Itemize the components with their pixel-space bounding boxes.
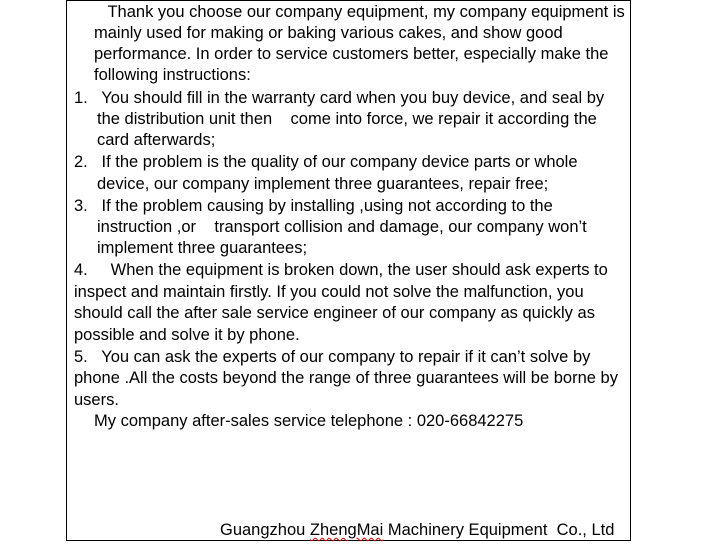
item-3-line-3: implement three guarantees; bbox=[97, 239, 308, 257]
item-5-line-1: 5. You can ask the experts of our company to repair if it can’t solve by bbox=[74, 348, 591, 366]
item-5-line-2: phone .All the costs beyond the range of three guarantees will be borne by bbox=[74, 369, 618, 387]
item-2-line-1: 2. If the problem is the quality of our company device parts or whole bbox=[74, 153, 578, 171]
item-4-line-4: possible and solve it by phone. bbox=[74, 326, 300, 344]
item-4-line-2: inspect and maintain firstly. If you could not solve the malfunction, you bbox=[74, 283, 584, 301]
intro-line-3: performance. In order to service customers better, especially make the bbox=[94, 45, 609, 63]
item-2-line-2: device, our company implement three guarantees, repair free; bbox=[97, 175, 549, 193]
item-4-line-1: 4. When the equipment is broken down, the user should ask experts to bbox=[74, 261, 608, 279]
company-name-prefix: Guangzhou bbox=[220, 521, 310, 539]
intro-line-1: Thank you choose our company equipment, my company equipment is bbox=[94, 3, 625, 21]
company-name-suffix: Machinery Equipment Co., Ltd bbox=[383, 521, 615, 539]
service-telephone: My company after-sales service telephone : 020-66842275 bbox=[94, 412, 524, 430]
intro-line-4: following instructions: bbox=[94, 66, 251, 84]
intro-line-2: mainly used for making or baking various cakes, and show good bbox=[94, 24, 563, 42]
item-3-line-1: 3. If the problem causing by installing ,using not according to the bbox=[74, 197, 553, 215]
item-5-line-3: users. bbox=[74, 391, 119, 409]
company-brand-name: ZhengMai bbox=[309, 521, 384, 539]
item-1-line-1: 1. You should fill in the warranty card when you buy device, and seal by bbox=[74, 89, 605, 107]
item-4-line-3: should call the after sale service engineer of our company as quickly as bbox=[74, 304, 595, 322]
company-name-footer bbox=[220, 520, 614, 541]
item-3-line-2: instruction ,or transport collision and damage, our company won’t bbox=[97, 218, 587, 236]
item-1-line-2: the distribution unit then come into force, we repair it according the bbox=[97, 110, 597, 128]
item-1-line-3: card afterwards; bbox=[97, 131, 216, 149]
